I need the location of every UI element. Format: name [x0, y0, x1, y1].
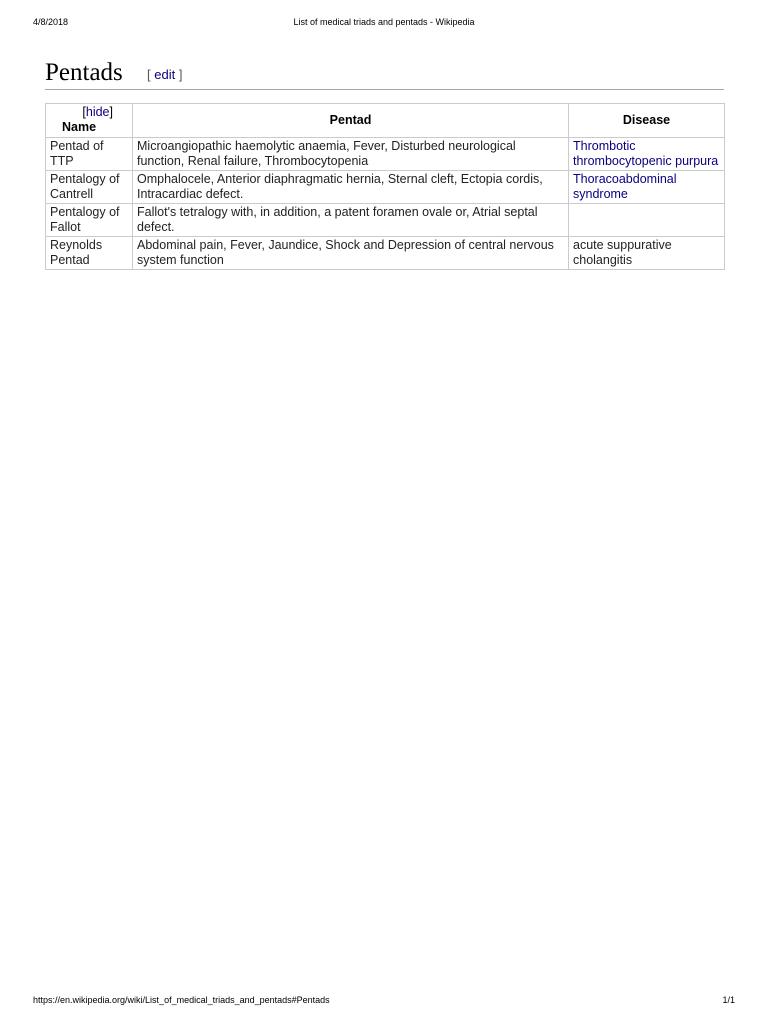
- cell-disease: [569, 171, 725, 204]
- cell-name: Pentalogy of Cantrell: [46, 171, 133, 204]
- hide-link[interactable]: hide: [85, 105, 110, 119]
- print-footer: [0, 995, 768, 1009]
- edit-link[interactable]: edit: [154, 67, 176, 82]
- table-row: [46, 138, 725, 171]
- header-name-label: Name: [62, 120, 97, 134]
- header-pentad: Pentad: [133, 104, 569, 138]
- cell-pentad: Microangiopathic haemolytic anaemia, Fever, Disturbed neurological function, Renal failure, Thrombocytopenia: [133, 138, 569, 171]
- print-page-number: 1/1: [722, 995, 735, 1005]
- cell-name: Pentalogy of Fallot: [46, 204, 133, 237]
- disease-link[interactable]: Thrombotic thrombocytopenic purpura: [573, 139, 719, 168]
- table-row: [46, 204, 725, 237]
- header-name: [46, 104, 133, 138]
- cell-disease: acute suppurative cholangitis: [569, 237, 725, 270]
- header-disease: Disease: [569, 104, 725, 138]
- edit-section: [147, 67, 182, 83]
- print-url: https://en.wikipedia.org/wiki/List_of_medical_triads_and_pentads#Pentads: [33, 995, 330, 1005]
- edit-bracket-close: ]: [178, 67, 183, 82]
- hide-bracket-open: [: [82, 105, 86, 119]
- cell-pentad: Omphalocele, Anterior diaphragmatic hernia, Sternal cleft, Ectopia cordis, Intracardiac defect.: [133, 171, 569, 204]
- table-header-row: [46, 104, 725, 138]
- table-row: [46, 237, 725, 270]
- cell-pentad: Fallot's tetralogy with, in addition, a patent foramen ovale or, Atrial septal defect.: [133, 204, 569, 237]
- cell-name: Pentad of TTP: [46, 138, 133, 171]
- cell-name: Reynolds Pentad: [46, 237, 133, 270]
- print-header: [0, 17, 768, 31]
- print-page-title: List of medical triads and pentads - Wikipedia: [293, 17, 475, 27]
- section-heading-row: [45, 58, 724, 90]
- cell-disease: [569, 204, 725, 237]
- pentads-table: [45, 103, 725, 270]
- table-row: [46, 171, 725, 204]
- disease-link[interactable]: Thoracoabdominal syndrome: [573, 172, 677, 201]
- edit-bracket-open: [: [147, 67, 151, 82]
- hide-bracket-close: ]: [109, 105, 113, 119]
- print-date: 4/8/2018: [33, 17, 69, 27]
- collapse-toggle: [82, 105, 113, 120]
- section-heading: Pentads: [45, 59, 123, 86]
- cell-disease: [569, 138, 725, 171]
- cell-pentad: Abdominal pain, Fever, Jaundice, Shock and Depression of central nervous system function: [133, 237, 569, 270]
